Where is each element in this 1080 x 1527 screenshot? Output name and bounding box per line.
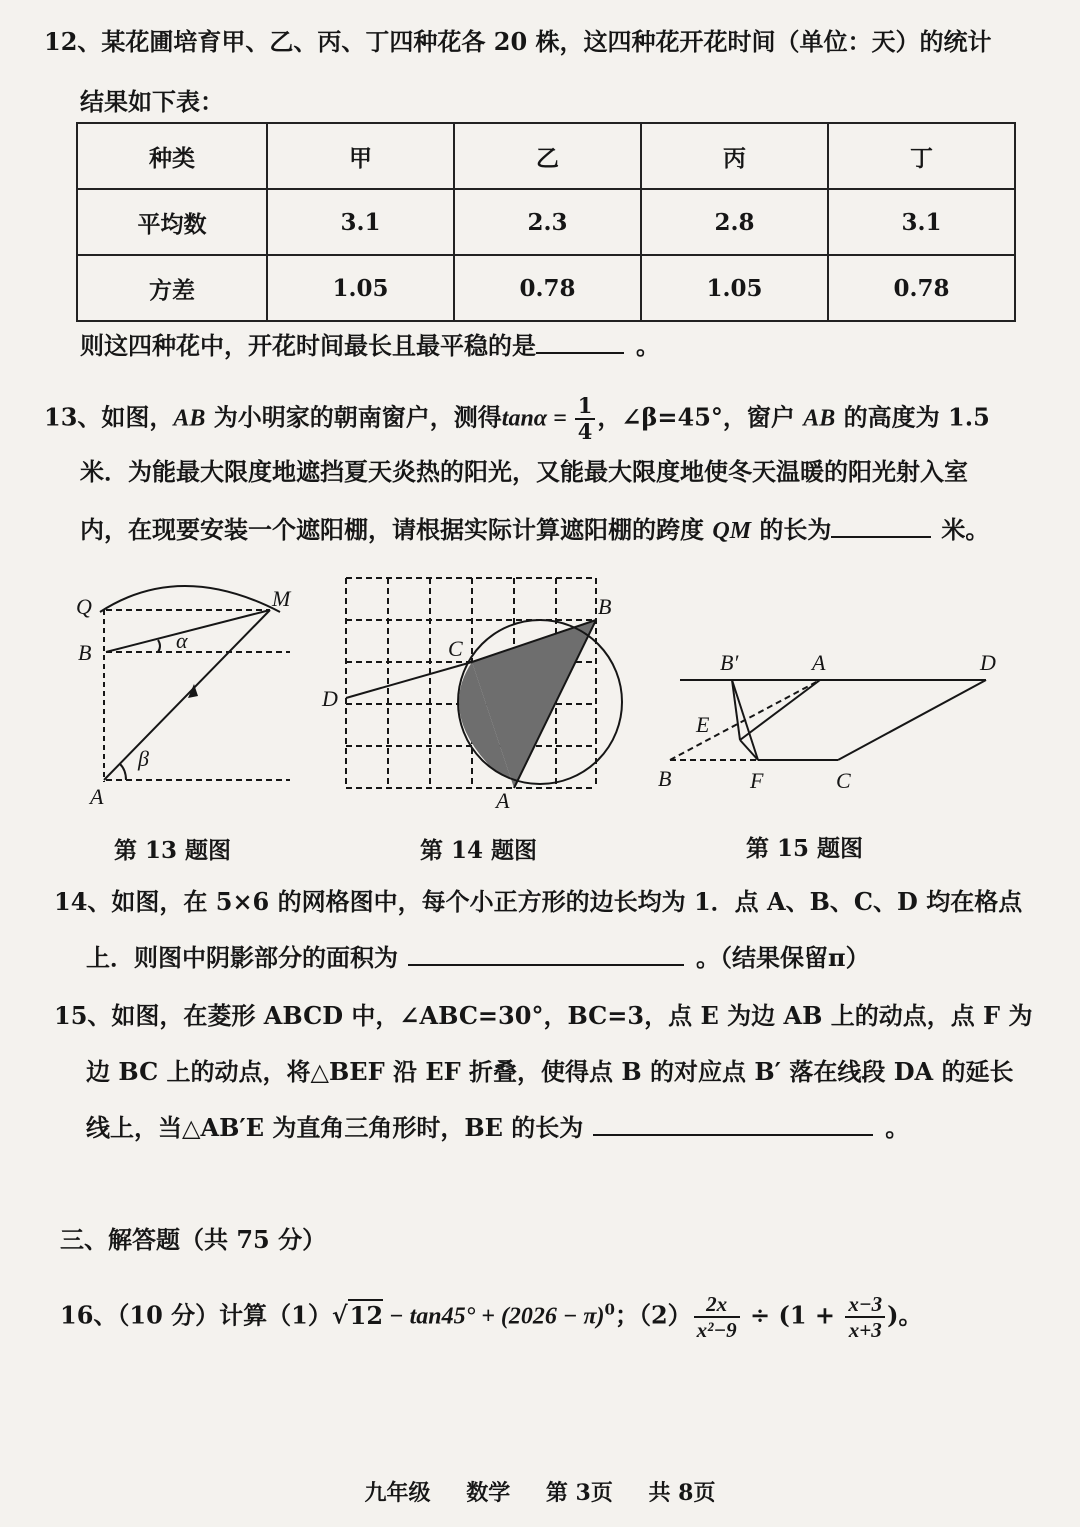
alpha-arc xyxy=(158,640,160,652)
q16-text: ；（2） xyxy=(614,1300,692,1330)
q13-text: 的高度为 1.5 xyxy=(835,402,990,432)
exponent: 0 xyxy=(604,1300,615,1319)
label-c: C xyxy=(448,636,463,661)
q13-var-qm: QM xyxy=(712,518,752,544)
label-m: M xyxy=(272,586,291,611)
label-f: F xyxy=(750,768,764,793)
table-cell: 方差 xyxy=(77,255,267,321)
q16-expr: − tan45° + (2026 − π) xyxy=(383,1303,605,1330)
label-a: A xyxy=(90,784,104,809)
q16-line xyxy=(60,1292,922,1342)
q15-line2: 边 BC 上的动点，将△BEF 沿 EF 折叠，使得点 B 的对应点 B′ 落在线段 DA 的延长 xyxy=(86,1057,1014,1086)
label-e: E xyxy=(696,712,710,737)
table-cell: 丙 xyxy=(641,123,828,189)
q12-question xyxy=(80,330,660,362)
figure-13 xyxy=(70,570,310,820)
table-row xyxy=(77,255,1015,321)
b-prime-e xyxy=(732,680,740,740)
q16-fraction-2 xyxy=(845,1292,885,1342)
answer-blank[interactable] xyxy=(408,942,684,966)
winter-ray xyxy=(106,610,270,652)
q16-text: 16、（10 分）计算（1） xyxy=(60,1300,332,1330)
label-b: B xyxy=(78,640,92,665)
ea-line xyxy=(740,680,820,740)
table-row xyxy=(77,189,1015,255)
footer-subject: 数学 xyxy=(466,1480,511,1506)
q12-question-text: 则这四种花中，开花时间最长且最平稳的是 xyxy=(80,331,536,360)
table-cell: 0.78 xyxy=(454,255,641,321)
q13-text: ，∠β=45°，窗户 xyxy=(597,402,804,432)
table-cell: 丁 xyxy=(828,123,1015,189)
q13-text: 的长为 xyxy=(751,515,832,544)
answer-blank[interactable] xyxy=(831,514,931,538)
label-b: B xyxy=(598,594,612,619)
q13-text: 内，在现要安装一个遮阳棚，请根据实际计算遮阳棚的跨度 xyxy=(80,515,713,544)
q14-text: 上．则图中阴影部分的面积为 xyxy=(86,943,398,972)
label-d: D xyxy=(322,686,338,711)
label-b-prime: B′ xyxy=(720,650,739,675)
q13-line2: 米．为能最大限度地遮挡夏天炎热的阳光，又能最大限度地使冬天温暖的阳光射入室 xyxy=(80,457,968,486)
figure-14 xyxy=(320,570,650,820)
frac-num: x−3 xyxy=(845,1292,885,1318)
q15-text: 线上，当△AB′E 为直角三角形时，BE 的长为 xyxy=(86,1113,584,1142)
table-cell: 1.05 xyxy=(267,255,454,321)
table-cell: 3.1 xyxy=(267,189,454,255)
q16-text: )。 xyxy=(887,1300,923,1330)
label-a: A xyxy=(496,788,510,813)
b-prime-f xyxy=(732,680,758,760)
footer-total: 共 8页 xyxy=(648,1480,716,1506)
footer-grade: 九年级 xyxy=(364,1480,431,1506)
table-cell: 3.1 xyxy=(828,189,1015,255)
frac-den: 4 xyxy=(577,419,593,444)
page-footer xyxy=(0,1476,1080,1507)
awning-arc xyxy=(100,586,280,612)
q13-line3 xyxy=(80,514,989,547)
answer-blank[interactable] xyxy=(536,330,624,354)
table-cell: 平均数 xyxy=(77,189,267,255)
table-cell: 种类 xyxy=(77,123,267,189)
q15-line3 xyxy=(86,1112,909,1144)
q13-var-ab: AB xyxy=(803,405,836,432)
q14-line2 xyxy=(86,942,870,974)
q16-fraction-1 xyxy=(694,1292,740,1342)
dc-line xyxy=(346,662,472,698)
frac-den: x²−9 xyxy=(696,1318,737,1342)
q13-text: 为小明家的朝南窗户，测得 xyxy=(205,402,502,432)
answer-blank[interactable] xyxy=(593,1112,873,1136)
q13-text: 13、如图， xyxy=(44,402,174,432)
label-d: D xyxy=(980,650,996,675)
sqrt-icon: √ xyxy=(331,1300,348,1330)
table-cell: 甲 xyxy=(267,123,454,189)
q16-text: ÷ (1 + xyxy=(741,1300,844,1330)
label-beta: β xyxy=(138,746,149,771)
q13-var-ab: AB xyxy=(173,405,206,432)
q15-text: 。 xyxy=(885,1113,910,1142)
q13-tan: tanα = xyxy=(501,405,573,432)
table-cell: 乙 xyxy=(454,123,641,189)
q14-line1: 14、如图，在 5×6 的网格图中，每个小正方形的边长均为 1．点 A、B、C、D 均在格点 xyxy=(54,887,1023,916)
flower-stats-table xyxy=(76,122,1016,322)
q14-text: 。（结果保留π） xyxy=(696,943,870,972)
q12-question-end: 。 xyxy=(636,331,660,360)
q15-line1: 15、如图，在菱形 ABCD 中，∠ABC=30°，BC=3，点 E 为边 AB 上的动点，点 F 为 xyxy=(54,1001,1033,1030)
table-cell: 0.78 xyxy=(828,255,1015,321)
table-cell: 2.3 xyxy=(454,189,641,255)
dc-line xyxy=(838,680,986,760)
caption-fig14: 第 14 题图 xyxy=(420,837,538,864)
q13-text: 米。 xyxy=(941,515,990,544)
q12-line1: 12、某花圃培育甲、乙、丙、丁四种花各 20 株，这四种花开花时间（单位：天）的统计 xyxy=(44,27,992,56)
footer-page: 第 3页 xyxy=(545,1480,613,1506)
beta-arc xyxy=(120,764,126,780)
table-cell: 1.05 xyxy=(641,255,828,321)
label-q: Q xyxy=(76,594,92,619)
label-b: B xyxy=(658,766,672,791)
label-a: A xyxy=(812,650,826,675)
frac-num: 2x xyxy=(694,1292,740,1318)
label-c: C xyxy=(836,768,851,793)
table-header-row xyxy=(77,123,1015,189)
section-title: 三、解答题（共 75 分） xyxy=(60,1225,327,1254)
caption-fig13: 第 13 题图 xyxy=(114,837,232,864)
sqrt-arg: 12 xyxy=(349,1300,384,1330)
caption-fig15: 第 15 题图 xyxy=(746,835,864,862)
table-cell: 2.8 xyxy=(641,189,828,255)
frac-num: 1 xyxy=(575,394,596,420)
q13-line1 xyxy=(44,394,990,444)
q13-fraction xyxy=(575,394,596,444)
q12-line2: 结果如下表： xyxy=(80,87,224,116)
frac-den: x+3 xyxy=(848,1318,882,1342)
label-alpha: α xyxy=(176,628,188,653)
figure-15 xyxy=(650,640,1030,810)
